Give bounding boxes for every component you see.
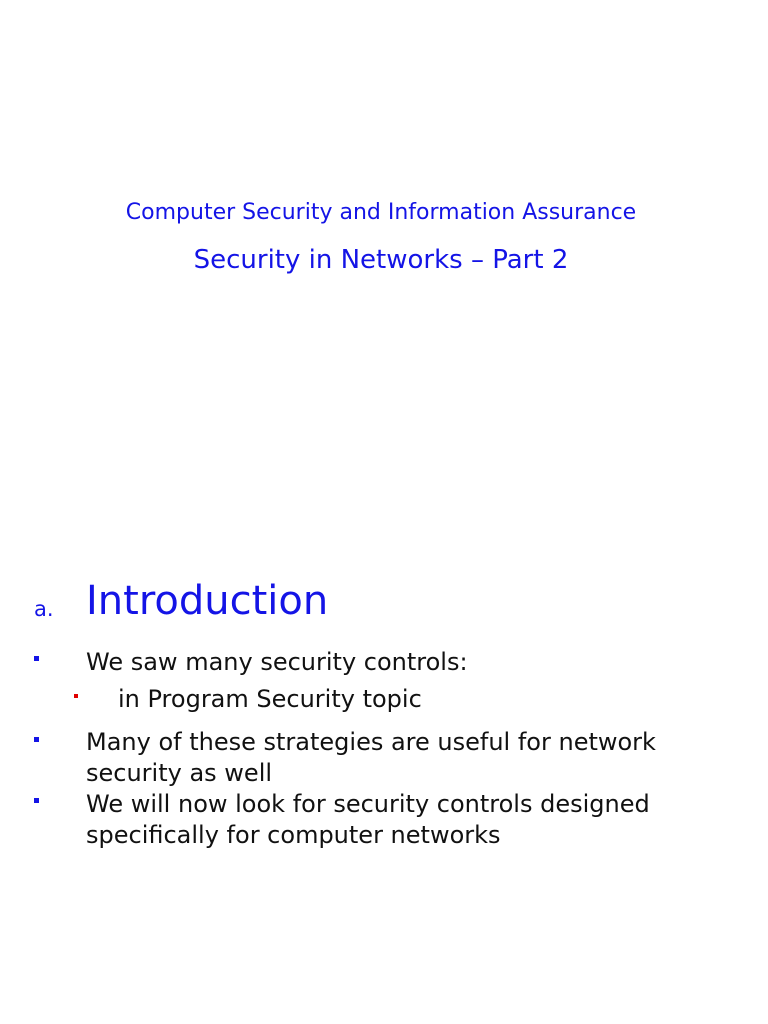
- section-heading: Introduction: [86, 578, 329, 624]
- bullet-text-continued: security as well: [86, 759, 273, 787]
- course-title: Computer Security and Information Assurance: [125, 200, 637, 225]
- lecture-title: Security in Networks – Part 2: [193, 245, 569, 275]
- bullet-text: We saw many security controls:: [86, 648, 468, 676]
- bullet-text-continued: specifically for computer networks: [86, 821, 501, 849]
- sub-bullet-text: in Program Security topic: [118, 685, 422, 713]
- bullet-marker: [34, 737, 39, 742]
- bullet-marker: [34, 656, 39, 661]
- bullet-text: We will now look for security controls designed: [86, 790, 650, 818]
- section-marker: a.: [34, 597, 54, 621]
- sub-bullet-marker: [74, 694, 78, 698]
- bullet-text: Many of these strategies are useful for network: [86, 728, 656, 756]
- bullet-marker: [34, 798, 39, 803]
